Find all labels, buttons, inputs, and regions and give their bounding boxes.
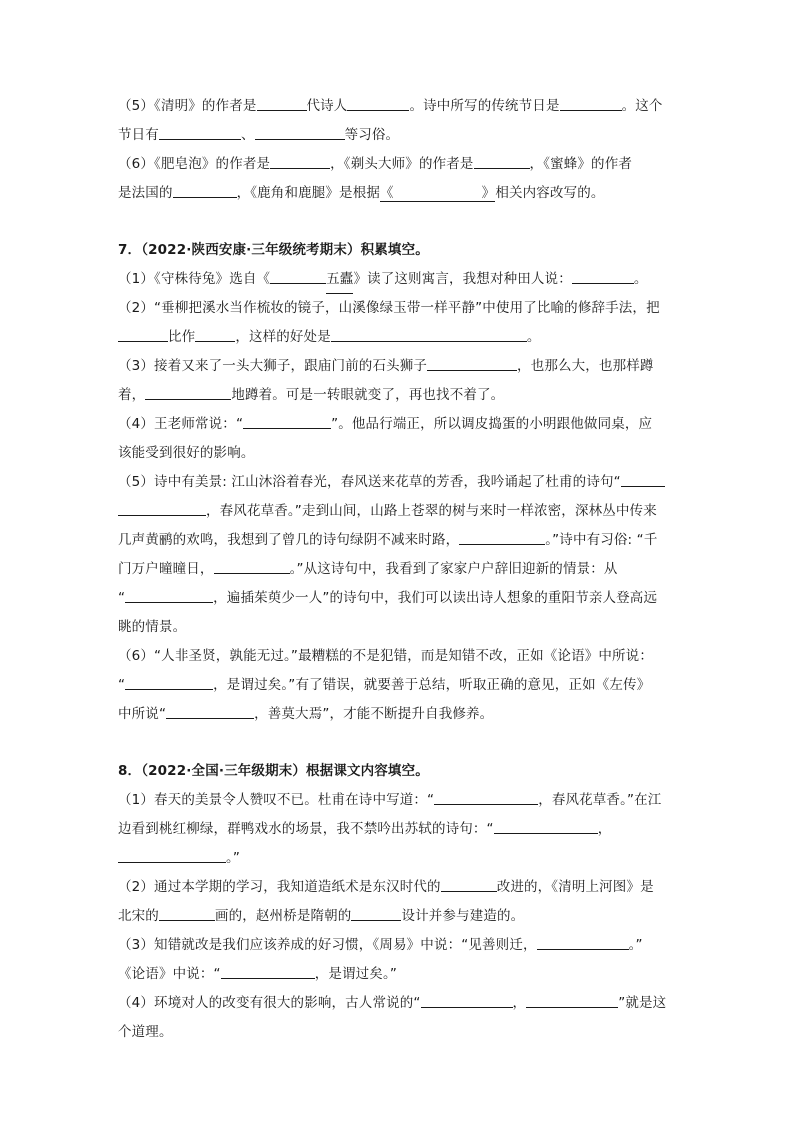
fill-in-blank[interactable] — [427, 354, 517, 371]
fill-in-blank[interactable] — [255, 123, 345, 140]
text-segment: 等习俗。 — [344, 127, 400, 143]
text-segment: 中所说“ — [118, 706, 167, 722]
text-line — [118, 613, 678, 641]
text-segment: 代诗人 — [306, 98, 348, 114]
fill-in-blank[interactable] — [125, 586, 213, 603]
underlined-blank-group — [380, 185, 495, 202]
text-segment: ”。他品行端正，所以调皮捣蛋的小明跟他做同桌，应 — [331, 416, 653, 432]
text-segment: ，善莫大焉”，才能不断提升自我修养。 — [254, 706, 494, 722]
text-segment: 相关内容改写的。 — [495, 185, 605, 201]
fill-in-blank[interactable] — [494, 817, 598, 834]
text-line — [118, 294, 678, 322]
text-segment: 个道理。 — [118, 1024, 173, 1040]
text-segment: （3）知错就改是我们应该养成的好习惯，《周易》中说：“见善则迁， — [118, 937, 537, 953]
text-line — [118, 555, 678, 583]
text-segment: 》读了这则寓言，我想对种田人说： — [353, 271, 572, 287]
text-segment: 。” — [628, 937, 643, 953]
text-segment: 、 — [240, 127, 255, 143]
fill-in-blank[interactable] — [118, 325, 168, 342]
text-line — [118, 352, 678, 380]
text-segment: ，是谓过矣。”有了错误，就要善于总结，听取正确的意见，正如《左传》 — [213, 677, 651, 693]
text-segment: 眺的情景。 — [118, 619, 187, 635]
text-segment: （5）《清明》的作者是 — [118, 98, 257, 114]
text-segment: 《论语》中说：“ — [118, 966, 221, 982]
text-segment: ，春风花草香。”走到山间，山路上苍翠的树与来时一样浓密，深林丛中传来 — [206, 503, 657, 519]
fill-in-blank[interactable] — [159, 904, 215, 921]
text-segment: 》 — [481, 185, 496, 201]
text-line — [118, 179, 678, 207]
fill-in-blank[interactable] — [560, 94, 622, 111]
text-segment: ，是谓过矣。” — [314, 966, 397, 982]
text-segment: ”就是这 — [618, 995, 667, 1011]
text-line — [118, 468, 678, 496]
text-line — [118, 815, 678, 843]
text-segment: （6）“人非圣贤，孰能无过。”最糟糕的不是犯错，而是知错不改，正如《论语》中所说： — [118, 648, 653, 664]
text-segment: 北宋的 — [118, 908, 159, 924]
text-segment: （1）《守株待兔》选自《 — [118, 271, 271, 287]
text-line — [118, 323, 678, 351]
fill-in-blank[interactable] — [145, 383, 231, 400]
text-segment: 。”诗中有习俗: “千 — [545, 532, 658, 548]
fill-in-blank[interactable] — [621, 470, 665, 487]
fill-in-blank[interactable] — [243, 412, 331, 429]
text-segment: ，《鹿角和鹿腿》是根据 — [236, 185, 381, 201]
text-segment: ， — [597, 821, 612, 837]
text-line — [118, 873, 678, 901]
text-segment: （5）诗中有美景: 江山沐浴着春光，春风送来花草的芳香，我吟诵起了杜甫的诗句“ — [118, 474, 621, 490]
underlined-text: 五蠹 — [326, 265, 353, 294]
text-segment: 门万户曈曈日， — [118, 561, 214, 577]
text-segment: 是法国的 — [118, 185, 173, 201]
text-segment: 8．（2022·全国·三年级期末）根据课文内容填空。 — [118, 763, 429, 779]
text-segment: （3）接着又来了一头大狮子，跟庙门前的石头狮子 — [118, 358, 428, 374]
text-segment: 设计并参与建造的。 — [401, 908, 525, 924]
text-segment: 比作 — [168, 329, 196, 345]
text-segment: （2）通过本学期的学习，我知道造纸术是东汉时代的 — [118, 879, 441, 895]
fill-in-blank[interactable] — [351, 904, 401, 921]
fill-in-blank[interactable] — [195, 325, 235, 342]
text-line — [118, 150, 678, 178]
text-segment: ，这样的好处是 — [235, 329, 331, 345]
fill-in-blank[interactable] — [125, 673, 213, 690]
text-line — [118, 700, 678, 728]
text-segment: 边看到桃红柳绿，群鸭戏水的场景，我不禁吟出苏轼的诗句：“ — [118, 821, 494, 837]
text-segment: （4）环境对人的改变有很大的影响，古人常说的“ — [118, 995, 421, 1011]
text-line — [118, 844, 678, 872]
text-segment: ，遍插茱萸少一人”的诗句中，我们可以读出诗人想象的重阳节亲人登高远 — [213, 590, 658, 606]
text-segment: ，春风花草香。”在江 — [538, 792, 662, 808]
text-line — [118, 1018, 678, 1046]
text-segment: ，《剃头大师》的作者是 — [330, 156, 474, 172]
text-line — [118, 121, 678, 149]
text-line — [118, 786, 678, 814]
text-segment: ， — [512, 995, 527, 1011]
fill-in-blank[interactable] — [421, 991, 513, 1008]
fill-in-blank[interactable] — [221, 962, 315, 979]
fill-in-blank[interactable] — [474, 152, 530, 169]
fill-in-blank[interactable] — [441, 875, 497, 892]
text-segment: “ — [118, 590, 126, 606]
fill-in-blank[interactable] — [118, 499, 206, 516]
text-segment: 《 — [380, 185, 394, 201]
fill-in-blank[interactable] — [270, 267, 326, 284]
fill-in-blank[interactable] — [347, 94, 409, 111]
text-line — [118, 439, 678, 467]
fill-in-blank[interactable] — [214, 557, 290, 574]
text-line — [118, 902, 678, 930]
text-line — [118, 497, 678, 525]
text-segment: 。” — [226, 850, 241, 866]
fill-in-blank[interactable] — [173, 181, 237, 198]
text-line — [118, 584, 678, 612]
text-segment: 着， — [118, 387, 146, 403]
text-segment: 7．（2022·陕西安康·三年级统考期末）积累填空。 — [118, 242, 429, 258]
fill-in-blank[interactable] — [166, 702, 254, 719]
text-segment: （1）春天的美景令人赞叹不已。杜甫在诗中写道：“ — [118, 792, 435, 808]
fill-in-blank[interactable] — [572, 267, 634, 284]
text-segment: 。”从这诗句中，我看到了家家户户辞旧迎新的情景：从 — [289, 561, 618, 577]
fill-in-blank[interactable] — [331, 325, 527, 342]
text-segment: 。这个 — [621, 98, 663, 114]
fill-in-blank[interactable] — [118, 846, 226, 863]
text-segment: 画的，赵州桥是隋朝的 — [214, 908, 352, 924]
text-segment: （4）王老师常说：“ — [118, 416, 244, 432]
fill-in-blank[interactable] — [257, 94, 307, 111]
fill-in-blank[interactable] — [459, 528, 545, 545]
text-segment: 地蹲着。可是一转眼就变了，再也找不着了。 — [231, 387, 505, 403]
text-segment: ，《蜜蜂》的作者 — [529, 156, 632, 172]
text-line — [118, 381, 678, 409]
text-line — [118, 92, 678, 120]
text-line — [118, 410, 678, 438]
text-line — [118, 265, 678, 293]
fill-in-blank[interactable] — [159, 123, 241, 140]
text-segment: （6）《肥皂泡》的作者是 — [118, 156, 271, 172]
text-segment: 该能受到很好的影响。 — [118, 445, 255, 461]
text-segment: 。 — [526, 329, 541, 345]
fill-in-blank[interactable] — [434, 788, 538, 805]
fill-in-blank[interactable] — [270, 152, 330, 169]
text-line — [118, 989, 678, 1017]
fill-in-blank[interactable] — [537, 933, 629, 950]
text-segment: 改进的，《清明上河图》是 — [496, 879, 654, 895]
text-segment: 。 — [633, 271, 648, 287]
question-heading — [118, 757, 678, 785]
text-segment: 几声黄鹂的欢鸣，我想到了曾几的诗句绿阴不减来时路， — [118, 532, 460, 548]
fill-in-blank[interactable] — [526, 991, 618, 1008]
text-line — [118, 642, 678, 670]
text-segment: 。诗中所写的传统节日是 — [409, 98, 560, 114]
text-line — [118, 931, 678, 959]
text-line — [118, 960, 678, 988]
text-line — [118, 671, 678, 699]
text-line — [118, 526, 678, 554]
text-segment: ，也那么大，也那样蹲 — [517, 358, 654, 374]
text-segment: 节日有 — [118, 127, 159, 143]
text-segment: “ — [118, 677, 126, 693]
text-segment: （2）“垂柳把溪水当作梳妆的镜子，山溪像绿玉带一样平静”中使用了比喻的修辞手法，把 — [118, 300, 660, 316]
question-heading — [118, 236, 678, 264]
